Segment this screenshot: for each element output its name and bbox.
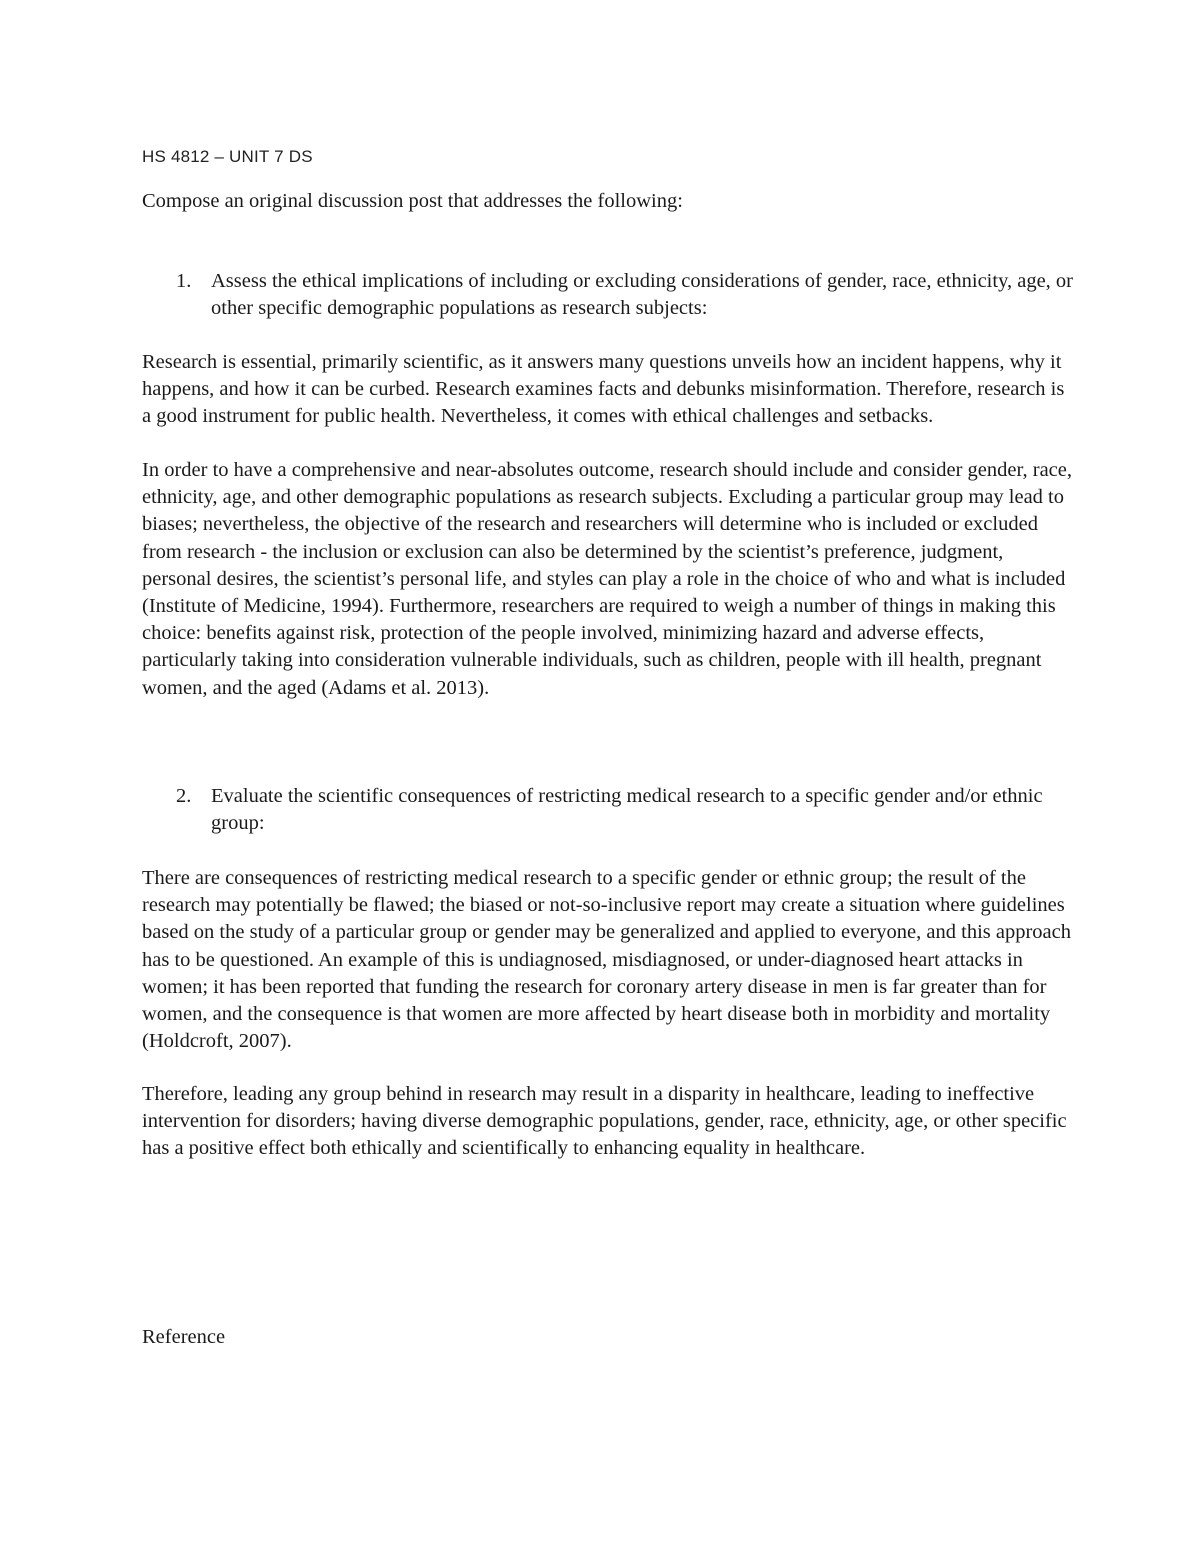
answer-2-paragraph-1: There are consequences of restricting medical research to a specific gender or ethnic group; the result of the research may potentially be flawed; the biased or not-so-inclusive report may create a situation where guidelines based on the study of a particular group or gender may be generalized and applied to everyone, and this approach has to be questioned. An example of this is undiagnosed, misdiagnosed, or under-diagnosed heart attacks in women; it has been reported that funding the research for coronary artery disease in men is far greater than for women, and the consequence is that women are more affected by heart disease both in morbidity and mortality (Holdcroft, 2007). bbox=[142, 867, 1071, 1053]
question-1-number: 1. bbox=[176, 270, 192, 292]
answer-1-paragraph-1: Research is essential, primarily scientific, as it answers many questions unveils how an incident happens, why it happens, and how it can be curbed. Research examines facts and debunks misinformation. Therefore, research is a good instrument for public health. Nevertheless, it comes with ethical challenges and setbacks. bbox=[142, 351, 1065, 428]
answer-1-paragraph-2: In order to have a comprehensive and near-absolutes outcome, research should include and consider gender, race, ethnicity, age, and other demographic populations as research subjects. Excluding a particular group may lead to biases; nevertheless, the objective of the research and researchers will determine who is included or excluded from research - the inclusion or exclusion can also be determined by the scientist’s preference, judgment, personal desires, the scientist’s personal life, and styles can play a role in the choice of who and what is included (Institute of Medicine, 1994). Furthermore, researchers are required to weigh a number of things in making this choice: benefits against risk, protection of the people involved, minimizing hazard and adverse effects, particularly taking into consideration vulnerable individuals, such as children, people with ill health, pregnant women, and the aged (Adams et al. 2013). bbox=[142, 459, 1072, 699]
question-2-text: Evaluate the scientific consequences of restricting medical research to a specific gender and/or ethnic group: bbox=[211, 785, 1043, 834]
question-1-text: Assess the ethical implications of including or excluding considerations of gender, race, ethnicity, age, or other specific demographic populations as research subjects: bbox=[211, 270, 1074, 319]
document-title: HS 4812 – UNIT 7 DS bbox=[142, 147, 313, 166]
answer-2-paragraph-2: Therefore, leading any group behind in research may result in a disparity in healthcare, leading to ineffective intervention for disorders; having diverse demographic populations, gender, race, ethnicity, age, or other specific has a positive effect both ethically and scientifically to enhancing equality in healthcare. bbox=[142, 1083, 1067, 1160]
intro-prompt: Compose an original discussion post that addresses the following: bbox=[142, 190, 683, 212]
question-2 bbox=[176, 783, 1076, 837]
question-2-number: 2. bbox=[176, 785, 192, 807]
question-1 bbox=[176, 268, 1076, 322]
reference-heading: Reference bbox=[142, 1326, 226, 1348]
